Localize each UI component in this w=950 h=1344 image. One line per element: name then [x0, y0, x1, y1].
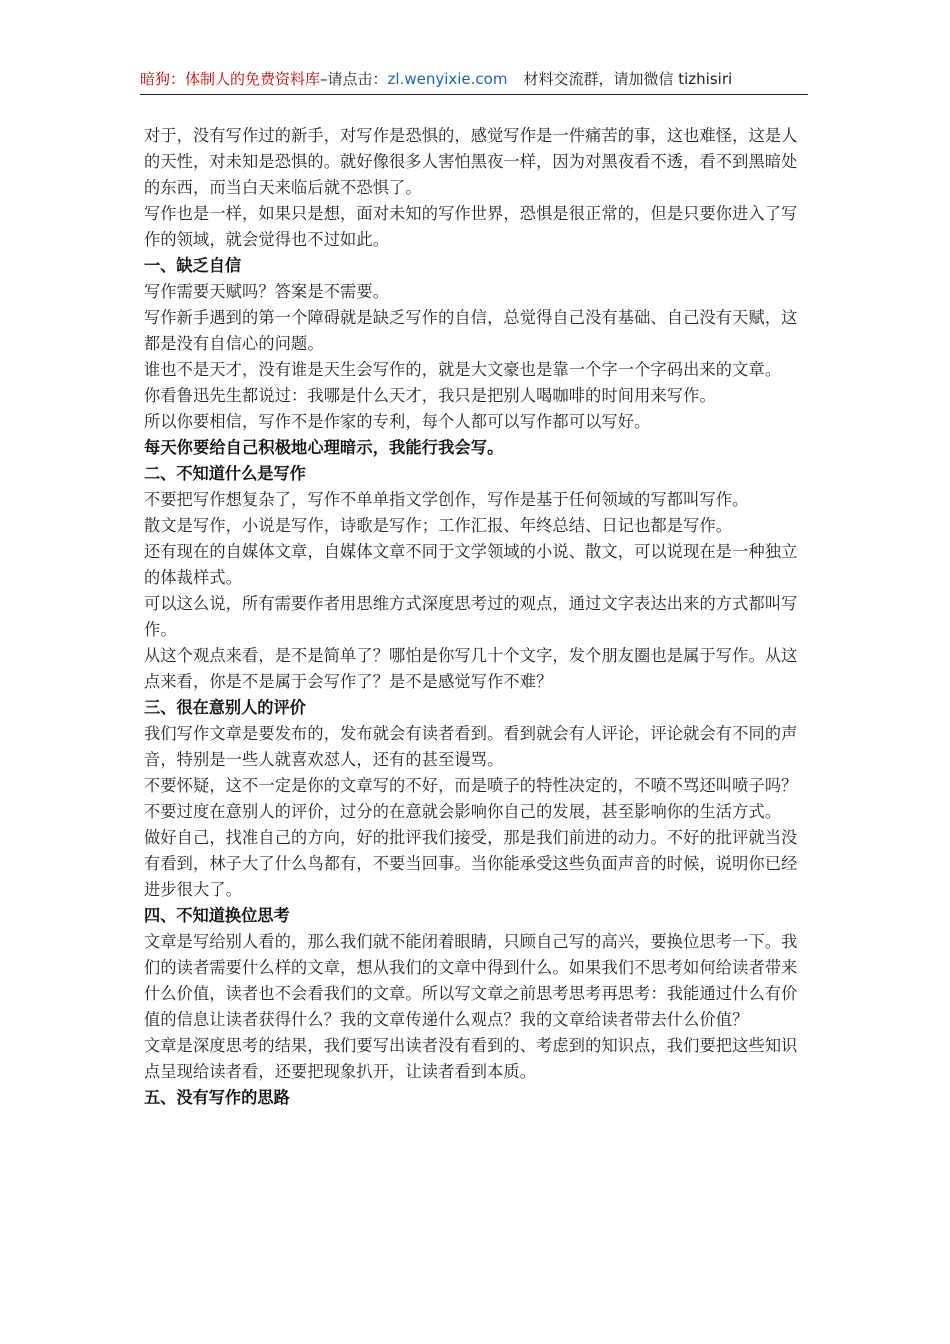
intro-paragraph: 对于，没有写作过的新手，对写作是恐惧的，感觉写作是一件痛苦的事，这也难怪，这是人的天性，对未知是恐惧的。就好像很多人害怕黑夜一样，因为对黑夜看不透，看不到黑暗处的东西，而当白天来临后就不恐惧了。: [144, 126, 798, 197]
section-paragraph: 所以你要相信，写作不是作家的专利，每个人都可以写作都可以写好。: [144, 412, 651, 431]
section-paragraph: 从这个观点来看，是不是简单了？哪怕是你写几十个文字，发个朋友圈也是属于写作。从这点来看，你是不是属于会写作了？是不是感觉写作不难？: [144, 646, 798, 691]
header-contact: 材料交流群，请加微信 tizhisiri: [523, 70, 733, 88]
section-paragraph: 可以这么说，所有需要作者用思维方式深度思考过的观点，通过文字表达出来的方式都叫写作。: [144, 594, 798, 639]
section-paragraph: 你看鲁迅先生都说过：我哪是什么天才，我只是把别人喝咖啡的时间用来写作。: [144, 386, 716, 405]
emphasis-paragraph: 每天你要给自己积极地心理暗示，我能行我会写。: [144, 438, 504, 457]
article-body: [144, 123, 800, 1111]
section-paragraph: 文章是深度思考的结果，我们要写出读者没有看到的、考虑到的知识点，我们要把这些知识点呈现给读者看，还要把现象扒开，让读者看到本质。: [144, 1036, 798, 1081]
section-heading: 四、不知道换位思考: [144, 906, 290, 925]
section-paragraph: 不要过度在意别人的评价，过分的在意就会影响你自己的发展，甚至影响你的生活方式。: [144, 802, 782, 821]
section-heading: 三、很在意别人的评价: [144, 698, 306, 717]
section-paragraph: 写作新手遇到的第一个障碍就是缺乏写作的自信，总觉得自己没有基础、自己没有天赋，这都是没有自信心的问题。: [144, 308, 798, 353]
section-heading: 二、不知道什么是写作: [144, 464, 306, 483]
section-paragraph: 做好自己，找准自己的方向，好的批评我们接受，那是我们前进的动力。不好的批评就当没有看到，林子大了什么鸟都有，不要当回事。当你能承受这些负面声音的时候，说明你已经进步很大了。: [144, 828, 798, 899]
section-paragraph: 我们写作文章是要发布的，发布就会有读者看到。看到就会有人评论，评论就会有不同的声音，特别是一些人就喜欢怼人，还有的甚至谩骂。: [144, 724, 798, 769]
section-paragraph: 不要把写作想复杂了，写作不单单指文学创作，写作是基于任何领域的写都叫写作。: [144, 490, 749, 509]
section-paragraph: 写作需要天赋吗？答案是不需要。: [144, 282, 390, 301]
section-paragraph: 文章是写给别人看的，那么我们就不能闭着眼睛，只顾自己写的高兴，要换位思考一下。我们的读者需要什么样的文章，想从我们的文章中得到什么。如果我们不思考如何给读者带来什么价值，读者也不会看我们的文章。所以写文章之前思考思考再思考：我能通过什么有价值的信息让读者获得什么？我的文章传递什么观点？我的文章给读者带去什么价值？: [144, 932, 798, 1029]
section-paragraph: 谁也不是天才，没有谁是天生会写作的，就是大文豪也是靠一个字一个字码出来的文章。: [144, 360, 782, 379]
header-prompt: –请点击：: [320, 70, 388, 88]
section-paragraph: 还有现在的自媒体文章，自媒体文章不同于文学领域的小说、散文，可以说现在是一种独立的体裁样式。: [144, 542, 798, 587]
intro-paragraph: 写作也是一样，如果只是想，面对未知的写作世界，恐惧是很正常的，但是只要你进入了写作的领域，就会觉得也不过如此。: [144, 204, 798, 249]
header-link[interactable]: zl.wenyixie.com: [387, 70, 508, 88]
section-heading: 五、没有写作的思路: [144, 1088, 290, 1107]
page-header: [140, 68, 808, 95]
section-heading: 一、缺乏自信: [144, 256, 242, 275]
section-paragraph: 不要怀疑，这不一定是你的文章写的不好，而是喷子的特性决定的，不喷不骂还叫喷子吗？: [144, 776, 798, 795]
header-brand: 暗狗：体制人的免费资料库: [140, 70, 321, 88]
section-paragraph: 散文是写作，小说是写作，诗歌是写作；工作汇报、年终总结、日记也都是写作。: [144, 516, 733, 535]
